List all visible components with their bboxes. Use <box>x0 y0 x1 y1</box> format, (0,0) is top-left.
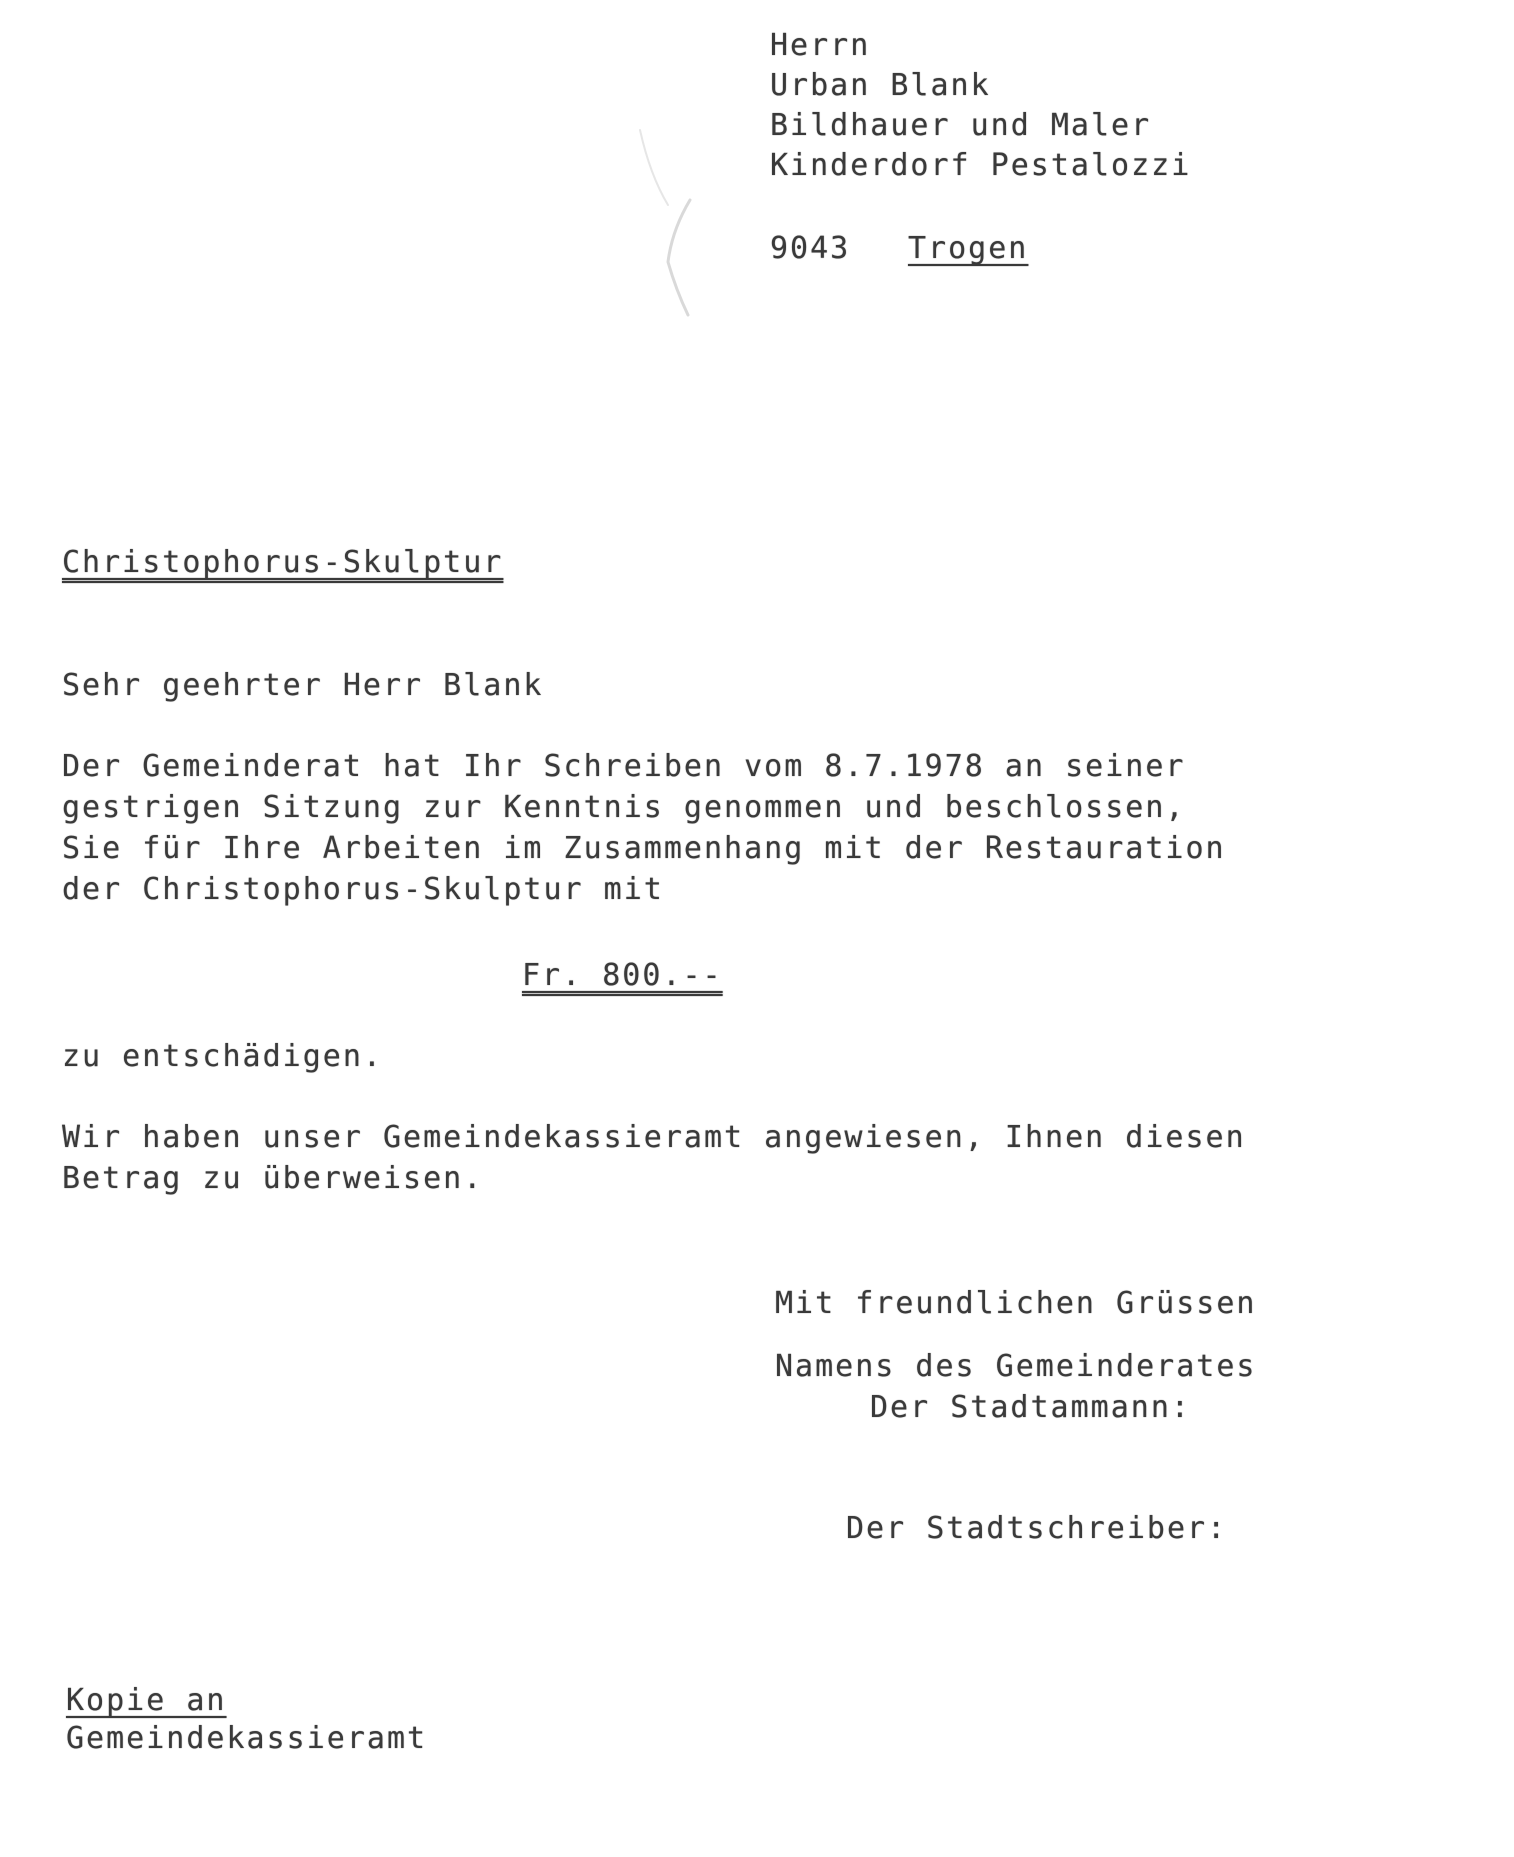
closing-mayor: Der Stadtammann: <box>870 1390 1191 1425</box>
greeting: Sehr geehrter Herr Blank <box>62 668 544 703</box>
recipient-salutation: Herrn <box>770 28 871 63</box>
paragraph-3-line: Wir haben unser Gemeindekassieramt angewiesen, Ihnen diesen <box>62 1120 1246 1155</box>
closing-clerk: Der Stadtschreiber: <box>846 1511 1228 1546</box>
closing-regards: Mit freundlichen Grüssen <box>775 1286 1257 1321</box>
recipient-profession: Bildhauer und Maler <box>770 108 1152 143</box>
paragraph-1-line: gestrigen Sitzung zur Kenntnis genommen und beschlossen, <box>62 790 1186 825</box>
closing-on-behalf: Namens des Gemeinderates <box>775 1349 1257 1384</box>
paragraph-3-line: Betrag zu überweisen. <box>62 1161 484 1196</box>
paragraph-1-line: Der Gemeinderat hat Ihr Schreiben vom 8.7.1978 an seiner <box>62 749 1186 784</box>
amount: Fr. 800.-- <box>522 958 723 993</box>
recipient-institution: Kinderdorf Pestalozzi <box>770 148 1192 183</box>
recipient-city: Trogen <box>908 231 1029 266</box>
copy-recipient: Gemeindekassieramt <box>66 1721 428 1756</box>
subject-line: Christophorus-Skulptur <box>62 545 504 580</box>
recipient-name: Urban Blank <box>770 68 991 103</box>
recipient-postal-code: 9043 <box>770 231 851 266</box>
copy-label: Kopie an <box>66 1683 227 1718</box>
paragraph-1-line: Sie für Ihre Arbeiten im Zusammenhang mit der Restauration <box>62 831 1226 866</box>
paragraph-2: zu entschädigen. <box>62 1039 383 1074</box>
paragraph-1-line: der Christophorus-Skulptur mit <box>62 872 664 907</box>
